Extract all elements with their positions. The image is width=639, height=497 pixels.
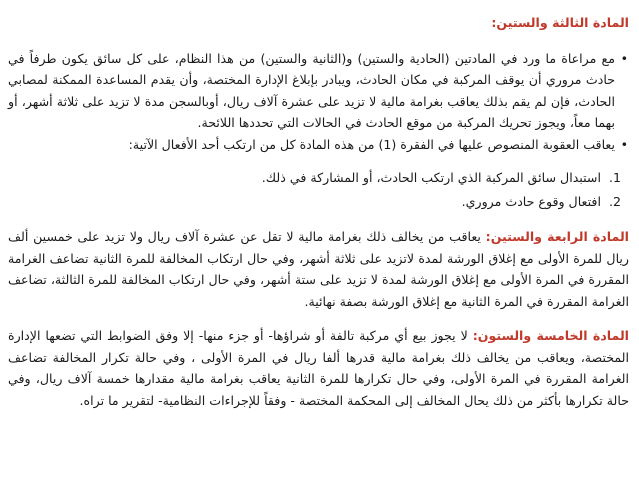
article-63-numbered-list xyxy=(8,167,629,212)
item-number: 2. xyxy=(608,193,621,209)
item-text: استبدال سائق المركبة الذي ارتكب الحادث، أو المشاركة في ذلك. xyxy=(261,170,601,185)
article-64-paragraph xyxy=(8,226,629,312)
item-text: افتعال وقوع حادث مروري. xyxy=(461,193,601,209)
article-63-bullets xyxy=(8,48,629,156)
numbered-item xyxy=(8,191,621,213)
numbered-item xyxy=(8,167,621,189)
article-64-heading: المادة الرابعة والستين: xyxy=(485,229,629,244)
bullet-item: • يعاقب العقوبة المنصوص عليها في الفقرة (1) من هذه المادة كل من ارتكب أحد الأفعال الآتية: xyxy=(8,134,615,156)
article-65-paragraph xyxy=(8,325,629,411)
article-64-text: يعاقب من يخالف ذلك بغرامة مالية لا تقل عن عشرة آلاف ريال ولا تزيد على خمسين ألف ريال للمرة الأولى مع إغلاق الورشة لمدة لاتزيد على ثلاثة أشهر، وفي حال ارتكاب المخالفة للمرة الثانية تضاعف الغرامة المقررة في المرة الأولى مع إغلاق الورشة لمدة لا تزيد على ستة أشهر، وفي حال ارتكاب المخالفة للمرة الثالثة، تضاعف الغرامة المقررة في المرة الثانية مع إغلاق الورشة بصفة نهائية. xyxy=(8,229,629,309)
article-65-heading: المادة الخامسة والستون: xyxy=(472,328,629,343)
bullet-item: • مع مراعاة ما ورد في المادتين (الحادية والستين) و(الثانية والستين) من هذا النظام، على كل سائق يكون طرفاً في حادث مروري أن يوقف المركبة في مكان الحادث، ويبادر بإبلاغ الإدارة المختصة، وأن يقدم المساعدة الممكنة لمصابي الحادث، فإن لم يقم بذلك يعاقب بغرامة مالية لا تزيد على عشرة آلاف ريال، أوبالسجن مدة لا تزيد على ثلاثة أشهر، أو بهما معاً، ويجوز تحريك المركبة من موقع الحادث في الحالات التي تحددها اللائحة. xyxy=(8,48,615,134)
item-number: 1. xyxy=(608,170,621,185)
article-65-text: لا يجوز بيع أي مركبة تالفة أو شراؤها- أو جزء منها- إلا وفق الضوابط التي تضعها الإدارة المختصة، ويعاقب من يخالف ذلك بغرامة مالية قدرها ألفا ريال في المرة الأولى ، وفي حالة تكرار المخالفة تضاعف الغرامة المقررة في المرة الأولى، وفي حال تكرارها للمرة الثانية يعاقب بغرامة مالية مقدارها خمسة آلاف ريال، وفي حالة تكرارها بأكثر من ذلك يحال المخالف إلى المحكمة المختصة - وفقاً للإجراءات النظامية- لتقرير ما تراه. xyxy=(8,328,629,408)
article-63-heading: المادة الثالثة والستين: xyxy=(491,15,629,30)
